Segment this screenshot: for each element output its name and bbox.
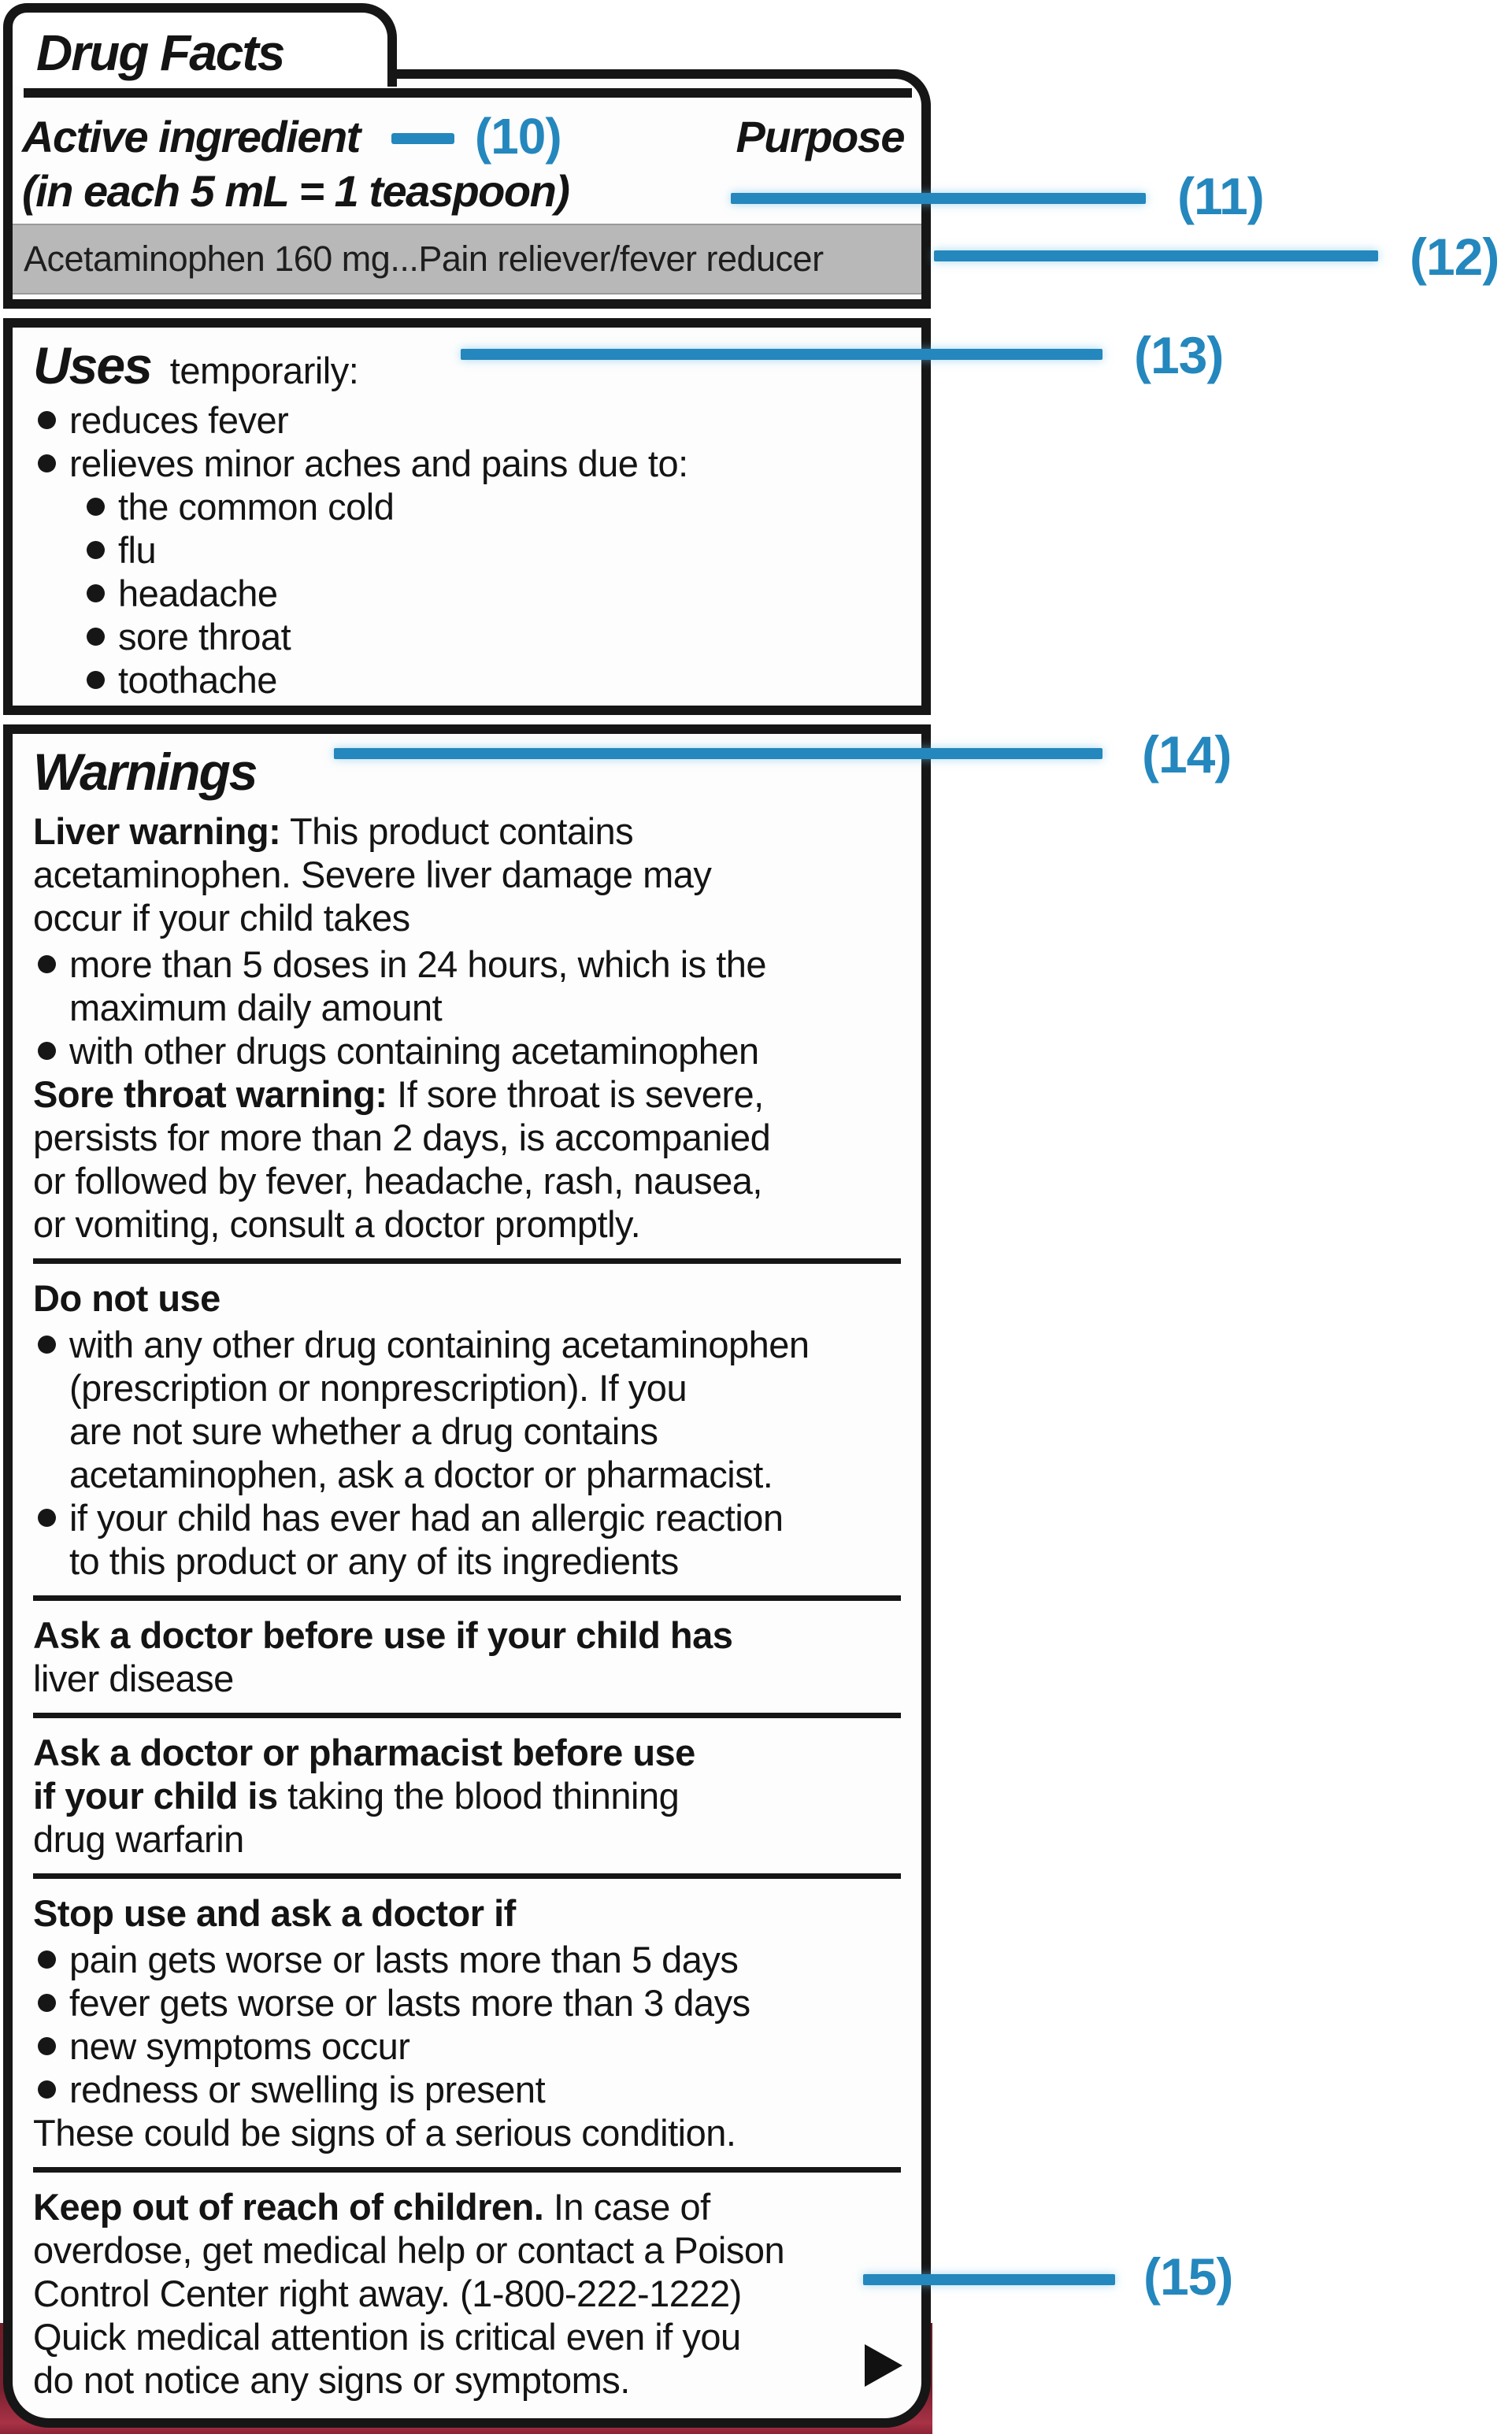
sore-throat-warning-paragraph	[33, 1073, 907, 1246]
text-line: acetaminophen. Severe liver damage may	[33, 854, 712, 895]
text-line	[33, 1613, 907, 1657]
list-item	[33, 943, 907, 1029]
uses-heading-note: temporarily:	[169, 350, 359, 391]
uses-heading-row	[33, 335, 907, 395]
uses-list	[33, 398, 907, 702]
text-segment: taking the blood thinning	[277, 1775, 680, 1817]
do-not-use-heading	[33, 1276, 907, 1320]
ask-doctor-pharmacist-paragraph	[33, 1731, 907, 1861]
keep-out-lead: Keep out of reach of children.	[33, 2186, 544, 2228]
list-item-text: relieves minor aches and pains due to:	[69, 443, 688, 484]
dosage-unit-subheading: (in each 5 mL = 1 teaspoon)	[22, 166, 569, 216]
section-divider	[33, 2167, 901, 2173]
callout-11-line	[731, 193, 1146, 204]
list-item	[33, 1938, 907, 1981]
text-line: (prescription or nonprescription). If you	[69, 1367, 687, 1409]
callout-14-line	[334, 748, 1102, 759]
bullet-icon	[87, 498, 105, 516]
callout-13-line	[461, 349, 1102, 360]
drug-facts-tab	[3, 3, 397, 87]
list-item-text: pain gets worse or lasts more than 5 days	[69, 1939, 739, 1980]
text-segment: If sore throat is severe,	[397, 1073, 764, 1115]
bullet-icon	[87, 584, 105, 602]
list-item	[33, 442, 907, 485]
liver-warning-list	[33, 943, 907, 1073]
list-item-text	[69, 1496, 784, 1583]
text-line: more than 5 doses in 24 hours, which is the	[69, 943, 767, 985]
list-item-text: with other drugs containing acetaminophen	[69, 1030, 759, 1072]
text-line	[33, 1073, 907, 1116]
list-item	[82, 485, 907, 528]
text-line	[33, 1774, 907, 1817]
section-divider	[33, 1595, 901, 1601]
text-line: to this product or any of its ingredients	[69, 1540, 679, 1582]
ask-doctor-lead: Ask a doctor before use if your child has	[33, 1614, 733, 1656]
title-divider	[24, 88, 912, 98]
active-ingredient-heading: Active ingredient	[22, 111, 360, 161]
text-segment: This product contains	[289, 810, 634, 852]
list-item	[33, 1029, 907, 1073]
list-item	[82, 572, 907, 615]
liver-warning-paragraph	[33, 809, 907, 939]
list-item	[33, 1496, 907, 1583]
stop-use-heading	[33, 1891, 907, 1935]
text-line: Control Center right away. (1-800-222-1222)	[33, 2273, 742, 2314]
text-line: or followed by fever, headache, rash, nausea,	[33, 1160, 762, 1202]
callout-13: (13)	[1134, 326, 1224, 384]
bullet-icon	[38, 1336, 56, 1354]
bullet-icon	[38, 411, 56, 429]
list-item-text: new symptoms occur	[69, 2025, 410, 2067]
bullet-icon	[38, 2080, 56, 2099]
uses-section	[3, 318, 931, 715]
list-item	[33, 398, 907, 442]
list-item	[33, 2068, 907, 2111]
text-line: maximum daily amount	[69, 987, 443, 1028]
do-not-use-lead: Do not use	[33, 1277, 220, 1319]
text-line: with any other drug containing acetaminophen	[69, 1324, 810, 1365]
list-item-text: fever gets worse or lasts more than 3 days	[69, 1982, 750, 2024]
text-line: are not sure whether a drug contains	[69, 1410, 658, 1452]
text-line: occur if your child takes	[33, 897, 410, 939]
stop-use-footer: These could be signs of a serious condition.	[33, 2112, 736, 2154]
bullet-icon	[87, 671, 105, 689]
section-divider	[33, 1713, 901, 1718]
active-ingredient-row	[22, 107, 904, 165]
section-divider	[33, 1873, 901, 1879]
list-item-text	[69, 943, 766, 1029]
callout-10-dash	[391, 133, 454, 144]
text-line	[33, 2185, 907, 2228]
stop-use-lead: Stop use and ask a doctor if	[33, 1892, 516, 1934]
text-segment: In case of	[543, 2186, 710, 2228]
continue-arrow-icon	[865, 2344, 902, 2387]
callout-15-line	[863, 2274, 1115, 2285]
ingredient-purpose-row: Acetaminophen 160 mg...Pain reliever/fever reducer	[13, 224, 921, 295]
list-item	[33, 1323, 907, 1496]
bullet-icon	[38, 1994, 56, 2012]
keep-out-paragraph	[33, 2185, 907, 2402]
callout-12-line	[934, 250, 1378, 261]
text-line	[33, 1731, 907, 1774]
uses-heading: Uses	[33, 336, 151, 395]
section-divider	[33, 1258, 901, 1264]
list-item	[33, 1981, 907, 2025]
callout-14: (14)	[1142, 725, 1232, 784]
list-item-text: flu	[118, 529, 157, 571]
do-not-use-list	[33, 1323, 907, 1583]
bullet-icon	[87, 541, 105, 559]
warnings-section	[3, 724, 931, 2428]
purpose-heading: Purpose	[736, 111, 904, 161]
text-line: persists for more than 2 days, is accompanied	[33, 1117, 771, 1158]
callout-15: (15)	[1143, 2247, 1233, 2306]
list-item-text: reduces fever	[69, 399, 289, 441]
list-item-text: redness or swelling is present	[69, 2069, 546, 2110]
text-line: Quick medical attention is critical even if you	[33, 2316, 741, 2358]
list-item	[82, 658, 907, 702]
liver-warning-lead: Liver warning:	[33, 810, 281, 852]
list-item	[82, 528, 907, 572]
active-ingredient-section	[3, 69, 931, 309]
text-line: do not notice any signs or symptoms.	[33, 2359, 630, 2401]
text-line: liver disease	[33, 1658, 234, 1699]
list-item-text	[69, 1323, 810, 1496]
callout-11: (11)	[1177, 167, 1264, 225]
bullet-icon	[38, 1951, 56, 1969]
ask-pharmacist-bold-segment: if your child is	[33, 1775, 278, 1817]
list-item-text: toothache	[118, 659, 277, 701]
sore-throat-warning-lead: Sore throat warning:	[33, 1073, 387, 1115]
text-line: if your child has ever had an allergic reaction	[69, 1497, 784, 1539]
list-item-text: headache	[118, 572, 278, 614]
warnings-heading: Warnings	[33, 743, 257, 801]
bullet-icon	[38, 955, 56, 973]
text-line: overdose, get medical help or contact a Poison	[33, 2229, 785, 2271]
text-line: or vomiting, consult a doctor promptly.	[33, 1203, 641, 1245]
text-line: drug warfarin	[33, 1818, 244, 1860]
ask-doctor-paragraph	[33, 1613, 907, 1700]
list-item	[33, 2025, 907, 2068]
bullet-icon	[38, 454, 56, 472]
bullet-icon	[38, 1042, 56, 1060]
callout-12: (12)	[1410, 228, 1499, 286]
list-item	[82, 615, 907, 658]
bullet-icon	[38, 2037, 56, 2055]
bullet-icon	[38, 1509, 56, 1527]
ask-pharmacist-lead: Ask a doctor or pharmacist before use	[33, 1732, 695, 1773]
list-item-text: sore throat	[118, 616, 291, 658]
page-title: Drug Facts	[36, 24, 284, 81]
stop-use-list	[33, 1938, 907, 2111]
text-line: acetaminophen, ask a doctor or pharmacist.	[69, 1454, 773, 1495]
callout-10: (10)	[474, 108, 561, 165]
bullet-icon	[87, 628, 105, 646]
list-item-text: the common cold	[118, 486, 395, 528]
text-line	[33, 809, 907, 853]
